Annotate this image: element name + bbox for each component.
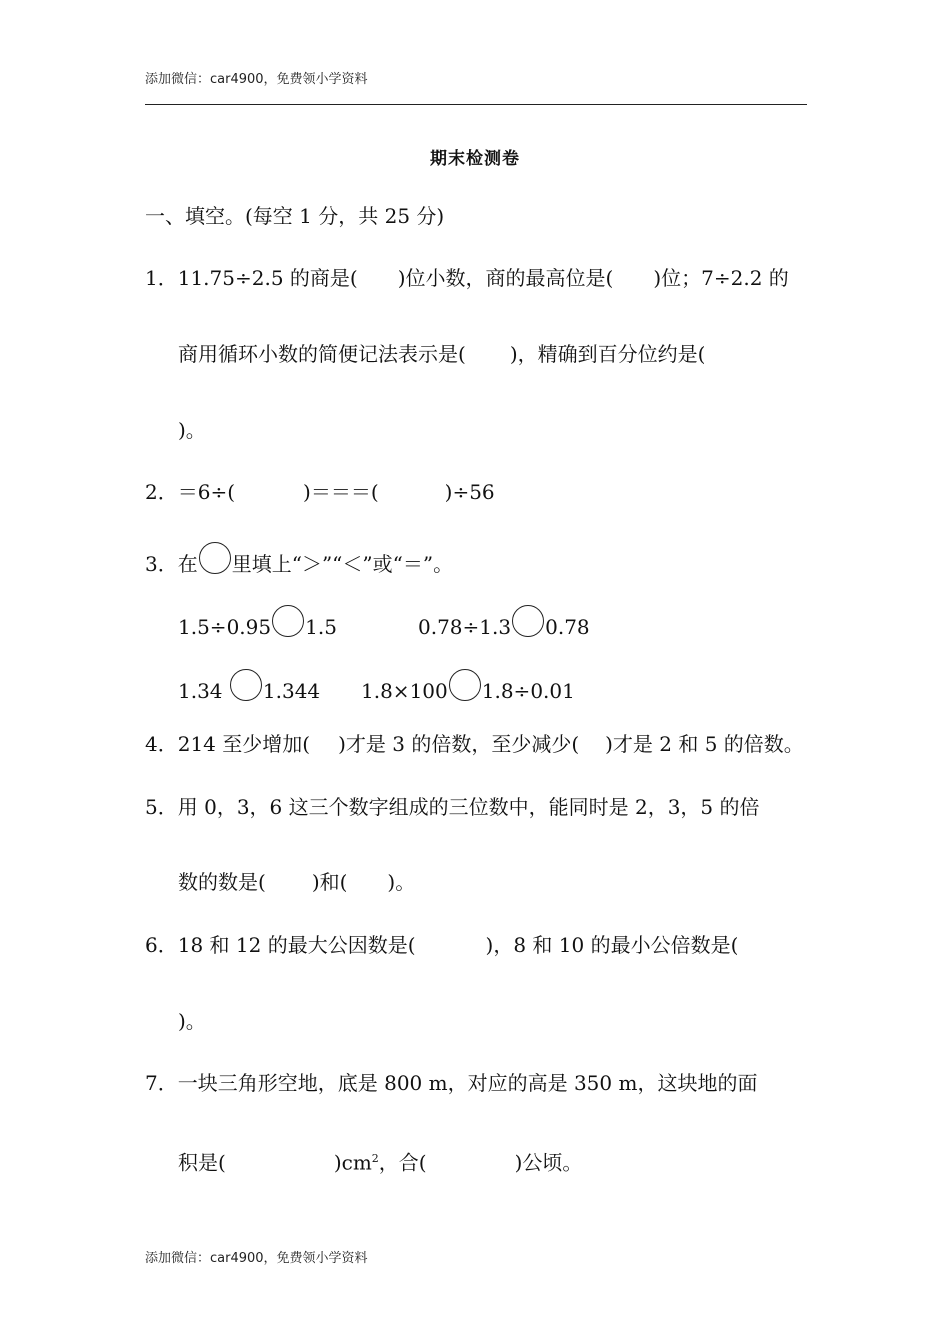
text: )cm	[333, 1150, 372, 1175]
text: 在	[177, 552, 198, 576]
question-6-line-1	[145, 933, 738, 957]
superscript: 2	[371, 1152, 379, 1165]
compare-circle[interactable]	[199, 542, 231, 574]
expression-right: 1.8÷0.01	[481, 679, 575, 703]
question-7-line-2	[178, 1147, 582, 1175]
text: )＝＝＝(	[303, 480, 379, 504]
section-heading: 一、填空。(每空 1 分，共 25 分)	[145, 204, 445, 228]
text: 18 和 12 的最大公因数是(	[177, 933, 416, 957]
text: )，精确到百分位约是(	[509, 342, 706, 366]
compare-circle[interactable]	[272, 605, 304, 637]
page-title: 期末检测卷	[430, 149, 520, 169]
question-4	[145, 732, 804, 756]
question-number: 4．	[145, 732, 178, 756]
text: )位小数，商的最高位是(	[397, 266, 614, 290]
text: 214 至少增加(	[177, 732, 311, 756]
text: 商用循环小数的简便记法表示是(	[178, 342, 466, 366]
text: )÷56	[444, 480, 495, 504]
text: )才是 2 和 5 的倍数。	[605, 732, 804, 756]
expression-left: 0.78÷1.3	[418, 615, 512, 639]
header-rule	[145, 104, 807, 105]
compare-circle[interactable]	[512, 605, 544, 637]
text: 11.75÷2.5 的商是(	[177, 266, 358, 290]
text: ，合(	[378, 1150, 427, 1175]
text: 数的数是(	[178, 870, 266, 894]
text: )公顷。	[514, 1150, 583, 1175]
expression-left: 1.34	[178, 679, 223, 703]
question-7-line-1	[145, 1071, 757, 1095]
compare-item	[178, 605, 337, 639]
question-number: 2．	[145, 480, 178, 504]
text: 里填上“＞”“＜”或“＝”。	[231, 552, 454, 576]
question-number: 3．	[145, 552, 178, 576]
question-number: 7．	[145, 1071, 178, 1095]
compare-circle[interactable]	[449, 669, 481, 701]
question-3	[145, 542, 453, 576]
text: )。	[387, 870, 416, 894]
text: )和(	[311, 870, 348, 894]
question-2	[145, 480, 495, 504]
expression-right: 1.344	[262, 679, 321, 703]
text: )，8 和 10 的最小公倍数是(	[485, 933, 739, 957]
text: 一块三角形空地，底是 800 m，对应的高是 350 m，这块地的面	[177, 1071, 758, 1095]
expression-right: 1.5	[305, 615, 337, 639]
compare-item	[418, 605, 590, 639]
question-number: 5．	[145, 795, 178, 819]
compare-item	[178, 669, 320, 703]
text: 用 0，3，6 这三个数字组成的三位数中，能同时是 2，3，5 的倍	[177, 795, 760, 819]
page-header-text: 添加微信：car4900，免费领小学资料	[145, 72, 368, 87]
question-number: 6．	[145, 933, 178, 957]
question-5-line-2	[178, 870, 415, 894]
compare-circle[interactable]	[230, 669, 262, 701]
text: 积是(	[178, 1150, 226, 1175]
text: )才是 3 的倍数，至少减少(	[338, 732, 580, 756]
expression-left: 1.8×100	[361, 679, 448, 703]
page-footer-text: 添加微信：car4900，免费领小学资料	[145, 1251, 368, 1266]
compare-item	[361, 669, 575, 703]
question-5-line-1	[145, 795, 760, 819]
question-1-line-2	[178, 342, 705, 366]
text: ＝6÷(	[177, 480, 236, 504]
question-number: 1．	[145, 266, 178, 290]
question-1-line-1	[145, 266, 789, 290]
question-6-line-2: )。	[178, 1009, 206, 1033]
expression-left: 1.5÷0.95	[178, 615, 272, 639]
text: )位；7÷2.2 的	[653, 266, 789, 290]
question-1-line-3: )。	[178, 418, 206, 442]
expression-right: 0.78	[545, 615, 590, 639]
